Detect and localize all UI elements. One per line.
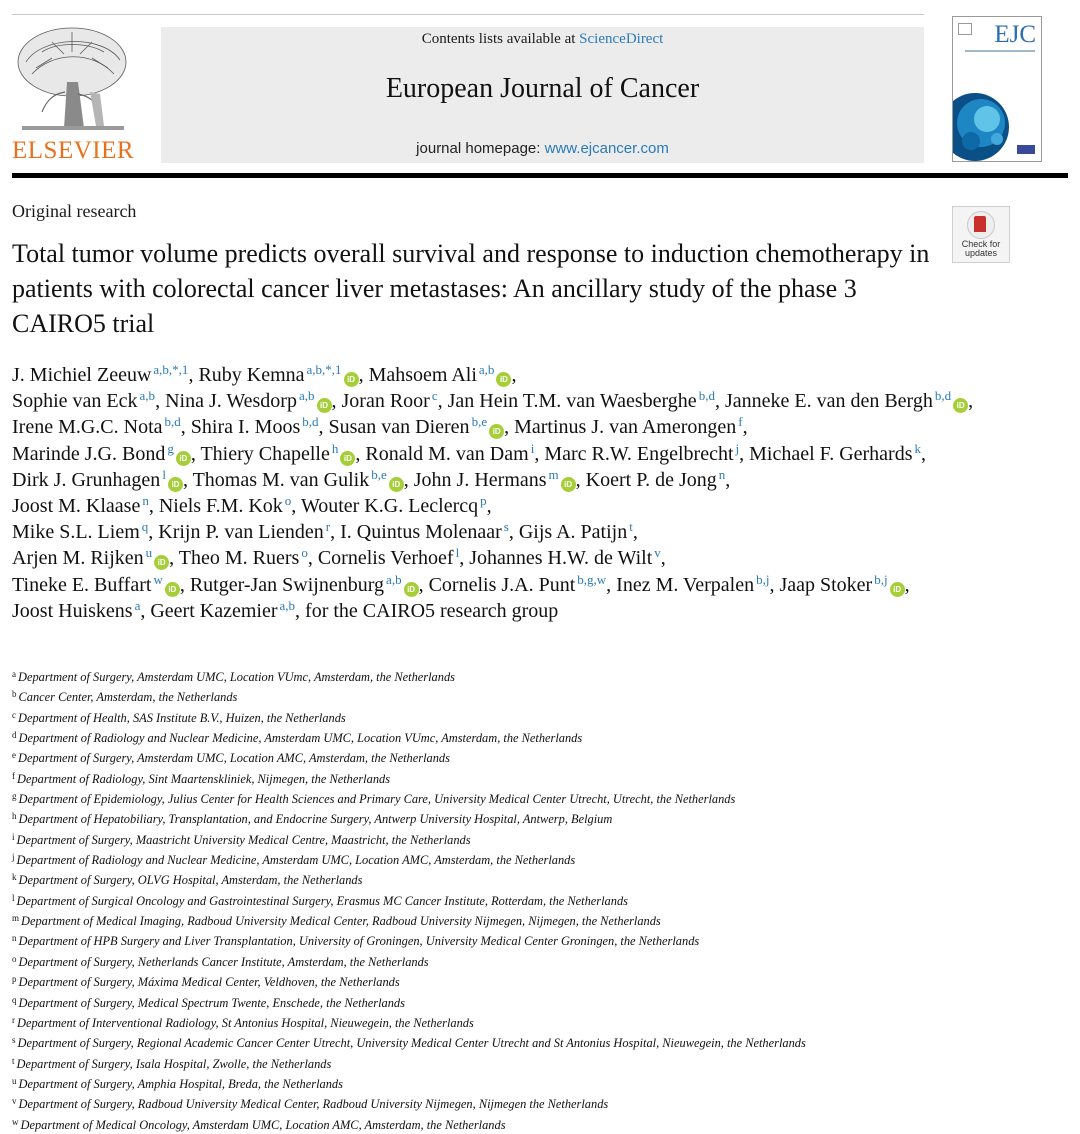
author-separator: ,	[358, 364, 369, 386]
affiliation-letter: n	[12, 933, 17, 944]
author-separator: ,	[742, 416, 748, 439]
author-separator: ,	[318, 416, 329, 439]
author-separator: ,	[534, 442, 545, 465]
affiliation-marker[interactable]: w	[153, 571, 163, 587]
orcid-icon[interactable]: iD	[389, 477, 404, 492]
author-name[interactable]: I. Quintus Molenaar	[340, 521, 502, 544]
cover-subtitle-rule	[965, 50, 1035, 52]
affiliation-text: Department of Surgery, Medical Spectrum Twente, Enschede, the Netherlands	[18, 995, 405, 1010]
author-separator: ,	[190, 442, 201, 465]
affiliation-marker[interactable]: p	[480, 493, 487, 509]
journal-cover[interactable]	[952, 16, 1042, 162]
author-name[interactable]: Thiery Chapelle	[200, 442, 330, 465]
author-name[interactable]: Marc R.W. Engelbrecht	[544, 442, 734, 465]
affiliation-letter: g	[12, 791, 17, 802]
affiliation-text: Department of Radiology, Sint Maartenskliniek, Nijmegen, the Netherlands	[17, 771, 391, 786]
affiliation-text: Department of Surgery, Amsterdam UMC, Location AMC, Amsterdam, the Netherlands	[18, 751, 450, 766]
affiliation-item	[12, 992, 1072, 1012]
affiliation-item	[12, 666, 1072, 686]
author-separator: ,	[148, 495, 159, 518]
author-name[interactable]: Jan Hein T.M. van Waesberghe	[447, 390, 697, 413]
author-line	[12, 414, 1072, 440]
author-line	[12, 545, 1072, 571]
affiliation-marker[interactable]: b,d	[302, 414, 319, 430]
orcid-icon[interactable]: iD	[317, 398, 332, 413]
affiliation-marker[interactable]: n	[718, 466, 726, 482]
author-name[interactable]: Mahsoem Ali	[368, 364, 477, 386]
affiliation-text: Department of Surgery, Máxima Medical Center, Veldhoven, the Netherlands	[18, 975, 400, 990]
author-separator: ,	[459, 547, 470, 570]
author-name[interactable]: Niels F.M. Kok	[158, 495, 283, 518]
affiliation-list	[12, 666, 1072, 1134]
affiliation-marker[interactable]: a,b	[279, 597, 296, 613]
header-top-rule	[12, 14, 924, 15]
orcid-icon[interactable]: iD	[404, 582, 419, 597]
affiliation-item	[12, 951, 1072, 971]
author-name[interactable]: Irene M.G.C. Nota	[12, 416, 163, 439]
affiliation-item	[12, 849, 1072, 869]
affiliation-text: Department of Surgical Oncology and Gastrointestinal Surgery, Erasmus MC Cancer Institute, Rotterdam, the Netherlands	[16, 893, 628, 908]
author-list	[12, 362, 1072, 624]
author-separator: ,	[155, 390, 166, 413]
affiliation-text: Department of Surgery, Amsterdam UMC, Location VUmc, Amsterdam, the Netherlands	[18, 670, 455, 684]
affiliation-marker[interactable]: b,d	[164, 414, 181, 430]
affiliation-item	[12, 1012, 1072, 1032]
affiliation-marker[interactable]: g	[167, 440, 174, 456]
affiliation-marker[interactable]: l	[162, 466, 166, 482]
author-separator: ,	[403, 468, 414, 491]
author-separator: ,	[355, 442, 366, 465]
author-separator: ,	[904, 573, 910, 596]
author-separator: ,	[291, 495, 301, 518]
author-name[interactable]: Ronald M. van Dam	[365, 442, 529, 465]
author-name[interactable]: Nina J. Wesdorp	[165, 390, 297, 413]
affiliation-text: Department of Hepatobiliary, Transplantation, and Endocrine Surgery, Antwerp University Hospital, Antwerp, Belgium	[18, 812, 613, 827]
affiliation-letter: d	[12, 730, 17, 741]
author-separator: ,	[180, 416, 191, 439]
author-line	[12, 519, 1072, 545]
affiliation-text: Department of Surgery, Regional Academic Cancer Center Utrecht, University Medical Center Utrecht and St Antonius Hospital, Nieuwegein, the Netherlands	[17, 1036, 806, 1051]
orcid-icon[interactable]: iD	[168, 477, 183, 492]
affiliation-letter: m	[12, 913, 20, 924]
author-separator: ,	[179, 573, 190, 596]
affiliation-text: Department of Epidemiology, Julius Center for Health Sciences and Primary Care, University Medical Center Utrecht, Utrecht, the Netherlands	[18, 792, 736, 807]
affiliation-letter: p	[12, 974, 17, 985]
author-line	[12, 572, 1072, 598]
affiliation-letter: u	[12, 1075, 17, 1086]
author-name[interactable]: Gijs A. Patijn	[518, 521, 628, 544]
affiliation-text: Department of Health, SAS Institute B.V., Huizen, the Netherlands	[18, 710, 346, 725]
affiliation-letter: i	[12, 831, 15, 842]
author-name[interactable]: Johannes H.W. de Wilt	[469, 547, 653, 570]
author-separator: ,	[725, 468, 731, 491]
author-separator: ,	[660, 547, 666, 570]
affiliation-marker[interactable]: b,e	[371, 466, 387, 482]
orcid-icon[interactable]: iD	[176, 451, 191, 466]
affiliation-marker[interactable]: o	[284, 493, 292, 509]
author-name[interactable]: Krijn P. van Lienden	[158, 521, 324, 544]
author-separator: ,	[921, 442, 926, 465]
affiliation-marker[interactable]: b,j	[874, 571, 888, 587]
affiliation-letter: r	[12, 1014, 15, 1025]
article-title: Total tumor volume predicts overall survival and response to induction chemotherapy in patients with colorectal cancer liver metastases: An ancillary study of the phase 3 CAIRO5 trial	[12, 239, 930, 338]
affiliation-item	[12, 747, 1072, 767]
check-for-updates-button[interactable]	[952, 206, 1010, 263]
affiliation-marker[interactable]: l	[455, 545, 460, 561]
affiliation-marker[interactable]: q	[141, 519, 149, 535]
affiliation-item	[12, 1032, 1072, 1052]
author-name[interactable]: Dirk J. Grunhagen	[12, 468, 161, 491]
affiliation-letter: f	[12, 770, 15, 781]
author-separator: ,	[714, 390, 725, 413]
affiliation-marker[interactable]: v	[654, 545, 661, 561]
author-name[interactable]: Wouter K.G. Leclercq	[300, 495, 479, 518]
author-name[interactable]: Theo M. Ruers	[178, 547, 300, 570]
affiliation-marker[interactable]: r	[325, 519, 331, 535]
author-line	[12, 493, 1072, 519]
article-category: Original research	[12, 201, 137, 221]
affiliation-letter: q	[12, 994, 17, 1005]
author-separator: ,	[437, 390, 448, 413]
author-separator: ,	[511, 364, 517, 386]
affiliation-marker[interactable]: b,j	[756, 571, 770, 587]
author-separator: ,	[169, 547, 179, 570]
affiliation-marker[interactable]: u	[145, 545, 153, 561]
affiliation-letter: c	[12, 709, 16, 720]
affiliation-marker[interactable]: k	[914, 440, 921, 456]
affiliation-item	[12, 890, 1072, 910]
author-name[interactable]: J. Michiel Zeeuw	[12, 364, 152, 386]
affiliation-marker[interactable]: f	[738, 414, 743, 430]
affiliation-marker[interactable]: a	[134, 597, 141, 613]
affiliation-marker[interactable]: c	[431, 388, 438, 404]
orcid-icon[interactable]: iD	[344, 372, 359, 387]
affiliation-marker[interactable]: a,b	[386, 571, 402, 587]
author-name[interactable]: Susan van Dieren	[328, 416, 470, 439]
author-separator: ,	[148, 521, 159, 544]
affiliation-marker[interactable]: t	[629, 519, 633, 535]
author-separator: ,	[575, 468, 586, 491]
author-line	[12, 441, 1072, 467]
sciencedirect-link[interactable]: ScienceDirect	[579, 31, 664, 47]
homepage-link[interactable]: www.ejcancer.com	[544, 140, 669, 157]
publisher-name: ELSEVIER	[12, 137, 135, 164]
journal-title[interactable]: European Journal of Cancer	[385, 73, 700, 104]
orcid-icon[interactable]: iD	[154, 555, 169, 570]
affiliation-marker[interactable]: a,b	[478, 362, 495, 377]
contents-line	[161, 30, 924, 48]
orcid-icon[interactable]: iD	[953, 398, 968, 413]
affiliation-item	[12, 788, 1072, 808]
author-name[interactable]: Cornelis J.A. Punt	[428, 573, 576, 596]
orcid-icon[interactable]: iD	[340, 451, 355, 466]
author-name[interactable]: Tineke E. Buffart	[12, 573, 152, 596]
author-name[interactable]: Arjen M. Rijken	[12, 547, 144, 570]
affiliation-letter: l	[12, 892, 15, 903]
affiliation-marker[interactable]: a,b,*,1	[306, 362, 342, 377]
author-line	[12, 362, 1072, 388]
affiliation-marker[interactable]: b,d	[934, 388, 952, 404]
affiliation-marker[interactable]: b,d	[698, 388, 715, 404]
affiliation-letter: t	[12, 1055, 15, 1066]
author-name[interactable]: Joost Huiskens	[12, 599, 133, 622]
homepage-prefix: journal homepage:	[416, 140, 545, 157]
author-name[interactable]: Cornelis Verhoef	[317, 547, 454, 570]
author-name[interactable]: Janneke E. van den Bergh	[724, 390, 933, 413]
elsevier-tree-icon	[12, 22, 134, 134]
cover-abbr: EJC	[994, 21, 1036, 48]
affiliation-text: Department of Medical Imaging, Radboud University Medical Center, Radboud University Nijmegen, Nijmegen, the Netherlands	[21, 914, 661, 929]
affiliation-item	[12, 910, 1072, 930]
affiliation-text: Department of HPB Surgery and Liver Transplantation, University of Groningen, University Medical Center Groningen, the Netherlands	[18, 934, 700, 949]
affiliation-letter: b	[12, 689, 17, 700]
author-name[interactable]: Thomas M. van Gulik	[192, 468, 370, 491]
affiliation-text: Department of Radiology and Nuclear Medicine, Amsterdam UMC, Location VUmc, Amsterdam, the Netherlands	[18, 731, 583, 746]
contents-prefix: Contents lists available at	[421, 31, 580, 47]
affiliation-item	[12, 930, 1072, 950]
cover-logo-icon	[958, 23, 972, 35]
author-name[interactable]: Jaap Stoker	[779, 573, 873, 596]
affiliation-marker[interactable]: j	[735, 440, 740, 456]
affiliation-letter: e	[12, 750, 16, 761]
affiliation-marker[interactable]: i	[530, 440, 535, 456]
affiliation-item	[12, 829, 1072, 849]
author-name[interactable]: Ruby Kemna	[198, 364, 305, 386]
affiliation-marker[interactable]: o	[301, 545, 308, 561]
affiliation-item	[12, 686, 1072, 706]
affiliation-letter: j	[12, 852, 15, 863]
affiliation-item	[12, 768, 1072, 788]
author-separator: ,	[331, 390, 342, 413]
affiliation-text: Department of Surgery, Isala Hospital, Zwolle, the Netherlands	[16, 1056, 332, 1071]
author-name[interactable]: Michael F. Gerhards	[749, 442, 913, 465]
affiliation-text: Department of Medical Oncology, Amsterdam UMC, Location AMC, Amsterdam, the Netherlands	[20, 1117, 506, 1132]
author-name[interactable]: Joran Roor	[341, 390, 430, 413]
orcid-icon[interactable]: iD	[489, 424, 504, 439]
affiliation-item	[12, 1114, 1072, 1134]
author-separator: ,	[330, 521, 341, 544]
author-name[interactable]: Joost M. Klaase	[12, 495, 141, 518]
affiliation-item	[12, 1093, 1072, 1113]
author-name[interactable]: Inez M. Verpalen	[616, 573, 755, 596]
affiliation-item	[12, 727, 1072, 747]
affiliation-item	[12, 808, 1072, 828]
author-separator: ,	[504, 416, 515, 439]
cover-artwork-icon	[953, 83, 1041, 161]
orcid-icon[interactable]: iD	[496, 372, 511, 387]
author-separator: ,	[968, 390, 974, 413]
author-name[interactable]: Rutger-Jan Swijnenburg	[189, 573, 385, 596]
author-line	[12, 598, 1072, 624]
affiliation-letter: k	[12, 872, 17, 883]
affiliation-item	[12, 971, 1072, 991]
affiliation-marker[interactable]: m	[548, 466, 559, 482]
affiliation-text: Department of Interventional Radiology, St Antonius Hospital, Nieuwegein, the Netherlands	[17, 1015, 474, 1030]
affiliation-text: Department of Surgery, Amphia Hospital, Breda, the Netherlands	[18, 1076, 343, 1091]
affiliation-text: Department of Surgery, Radboud University Medical Center, Radboud University Nijmegen, Nijmegen the Netherlands	[18, 1097, 609, 1112]
author-separator: ,	[769, 573, 780, 596]
author-separator: ,	[418, 573, 429, 596]
author-separator: ,	[508, 521, 519, 544]
affiliation-marker[interactable]: a,b	[298, 388, 315, 404]
affiliation-marker[interactable]: a,b,*,1	[153, 362, 189, 377]
affiliation-text: Department of Surgery, Maastricht University Medical Centre, Maastricht, the Netherlands	[16, 832, 471, 847]
affiliation-letter: o	[12, 953, 17, 964]
affiliation-text: Department of Surgery, Netherlands Cancer Institute, Amsterdam, the Netherlands	[18, 954, 429, 969]
affiliation-marker[interactable]: b,e	[471, 414, 488, 430]
affiliation-item	[12, 869, 1072, 889]
affiliation-letter: h	[12, 811, 17, 822]
affiliation-marker[interactable]: b,g,w	[577, 571, 607, 587]
orcid-icon[interactable]: iD	[561, 477, 576, 492]
affiliation-marker[interactable]: n	[142, 493, 149, 509]
affiliation-letter: v	[12, 1096, 17, 1107]
affiliation-marker[interactable]: s	[503, 519, 509, 535]
author-name[interactable]: Sophie van Eck	[12, 390, 138, 413]
header-bottom-rule	[12, 173, 1068, 178]
affiliation-letter: s	[12, 1035, 16, 1046]
affiliation-text: Cancer Center, Amsterdam, the Netherlands	[18, 690, 238, 705]
orcid-icon[interactable]: iD	[890, 582, 905, 597]
affiliation-text: Department of Surgery, OLVG Hospital, Amsterdam, the Netherlands	[18, 873, 363, 888]
author-name[interactable]: Koert P. de Jong	[585, 468, 717, 491]
affiliation-letter: a	[12, 669, 16, 679]
affiliation-letter: w	[12, 1116, 19, 1127]
author-line	[12, 388, 1072, 414]
author-line	[12, 467, 1072, 493]
author-separator: ,	[307, 547, 318, 570]
check-updates-label: Check for updates	[961, 239, 1001, 258]
author-separator: ,	[182, 468, 193, 491]
homepage-line	[161, 140, 924, 158]
author-name[interactable]: Shira I. Moos	[190, 416, 301, 439]
author-name[interactable]: John J. Hermans	[413, 468, 547, 491]
author-separator: ,	[739, 442, 750, 465]
author-name[interactable]: Marinde J.G. Bond	[12, 442, 166, 465]
author-separator: , for the CAIRO5 research group	[295, 599, 559, 622]
affiliation-item	[12, 1073, 1072, 1093]
affiliation-item	[12, 707, 1072, 727]
affiliation-text: Department of Radiology and Nuclear Medicine, Amsterdam UMC, Location AMC, Amsterdam, the Netherlands	[16, 853, 576, 868]
author-separator: ,	[188, 364, 199, 386]
affiliation-marker[interactable]: h	[331, 440, 339, 456]
affiliation-marker[interactable]: a,b	[139, 388, 156, 404]
author-name[interactable]: Mike S.L. Liem	[12, 521, 140, 544]
orcid-icon[interactable]: iD	[165, 582, 180, 597]
author-name[interactable]: Geert Kazemier	[150, 599, 278, 622]
author-separator: ,	[606, 573, 617, 596]
author-separator: ,	[486, 495, 492, 518]
affiliation-item	[12, 1053, 1072, 1073]
journal-banner	[161, 27, 924, 163]
author-separator: ,	[632, 521, 638, 544]
bookmark-icon	[974, 216, 986, 232]
author-separator: ,	[140, 599, 151, 622]
author-name[interactable]: Martinus J. van Amerongen	[514, 416, 737, 439]
